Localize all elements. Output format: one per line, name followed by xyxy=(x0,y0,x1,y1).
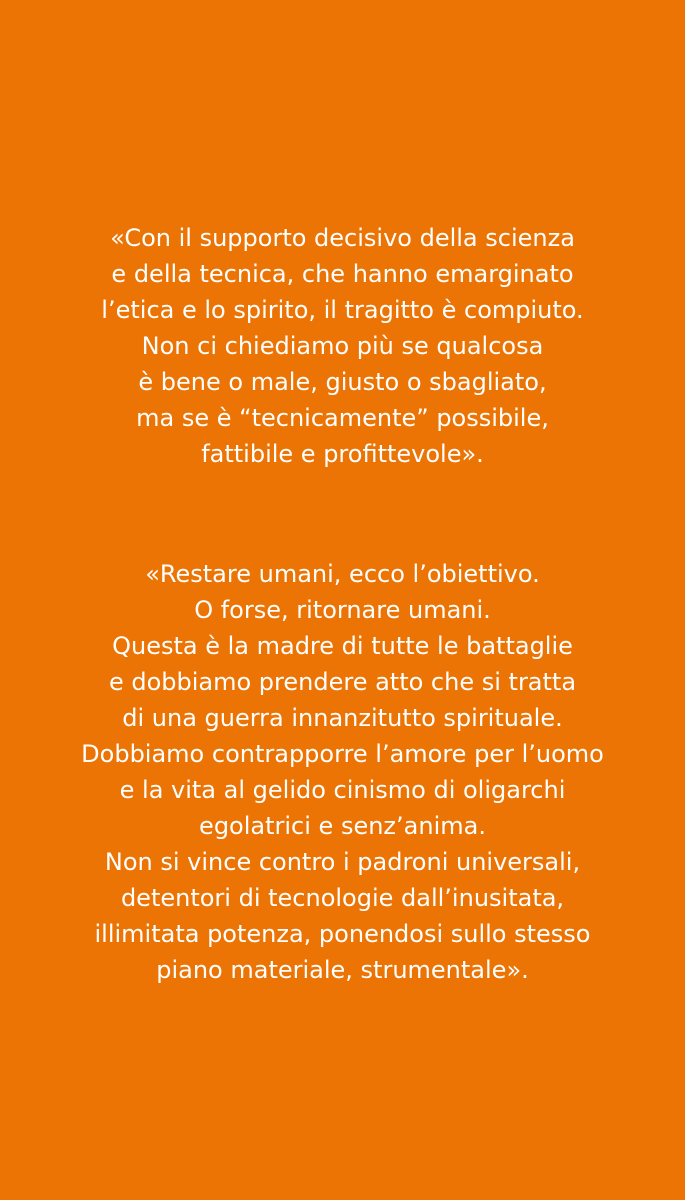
quote-line: «Con il supporto decisivo della scienza xyxy=(110,224,575,252)
quote-line: «Restare umani, ecco l’obiettivo. xyxy=(145,560,540,588)
quote-line: ma se è “tecnicamente” possibile, xyxy=(136,404,549,432)
quote-block xyxy=(0,556,685,988)
quote-line: O forse, ritornare umani. xyxy=(194,596,491,624)
quote-line: egolatrici e senz’anima. xyxy=(199,812,486,840)
quote-block xyxy=(0,220,685,472)
quote-line: Questa è la madre di tutte le battaglie xyxy=(112,632,573,660)
quote-line: di una guerra innanzitutto spirituale. xyxy=(122,704,563,732)
quote-line: detentori di tecnologie dall’inusitata, xyxy=(120,884,565,912)
quote-line: e la vita al gelido cinismo di oligarchi xyxy=(119,776,566,804)
quote-line: fattibile e profittevole». xyxy=(201,440,484,468)
quote-line: Non si vince contro i padroni universali, xyxy=(104,848,581,876)
quote-line: e dobbiamo prendere atto che si tratta xyxy=(108,668,577,696)
quote-line: è bene o male, giusto o sbagliato, xyxy=(138,368,547,396)
quote-line: l’etica e lo spirito, il tragitto è compiuto. xyxy=(101,296,584,324)
quote-line: Dobbiamo contrapporre l’amore per l’uomo xyxy=(81,740,604,768)
quote-line: illimitata potenza, ponendosi sullo stesso xyxy=(94,920,591,948)
quote-line: piano materiale, strumentale». xyxy=(156,956,529,984)
quote-line: e della tecnica, che hanno emarginato xyxy=(111,260,574,288)
quote-line: Non ci chiediamo più se qualcosa xyxy=(141,332,544,360)
